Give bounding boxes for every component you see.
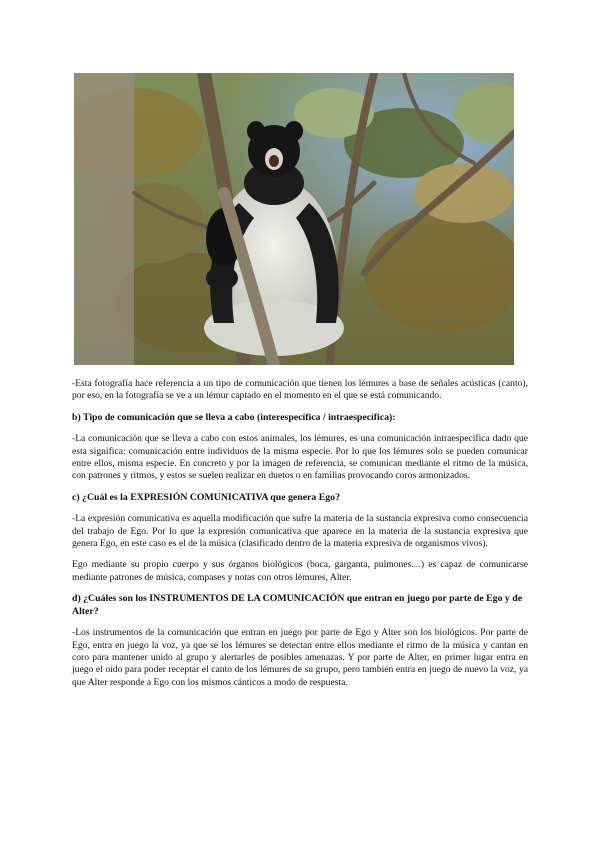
lemur-photo — [74, 73, 514, 365]
section-c-paragraph-1: -La expresión comunicativa es aquella modificación que sufre la materia de la sustancia expresiva como consecuencia del trabajo de Ego. Por lo que la expresión comunicativa que aparece en la materia de la sustancia expresiva que genera Ego, en este caso es el de la música (clasificado dentro de la materia expresiva de organismos vivos). — [72, 513, 528, 550]
document-body — [72, 378, 528, 698]
intro-paragraph: -Esta fotografía hace referencia a un tipo de comunicación que tienen los lémures a base de señales acústicas (canto), por eso, en la fotografía se ve a un lémur captado en el momento en el que se está comunicando. — [72, 378, 528, 402]
section-c-heading: c) ¿Cuál es la EXPRESIÓN COMUNICATIVA que genera Ego? — [72, 491, 340, 503]
section-d-heading: d) ¿Cuáles son los INSTRUMENTOS DE LA COMUNICACIÓN que entran en juego por parte de Ego y de Alter? — [72, 593, 523, 617]
section-b-heading: b) Tipo de comunicación que se lleva a cabo (interespecífica / intraespecífica): — [72, 411, 396, 423]
indri-lemur-icon — [74, 73, 514, 365]
section-d-paragraph: -Los instrumentos de la comunicación que entran en juego por parte de Ego y Alter son los biológicos. Por parte de Ego, entra en juego la voz, ya que se los lémures se detectan entre ellos mediante el ritmo de la música y cantan en coro para mantener unido al grupo y alertarles de posibles amenazas. Y por parte de Alter, en primer lugar entra en juego el oído para poder receptar el canto de los lémures de su grupo, pero también entra en juego de nuevo la voz, ya que Alter responde a Ego con los mismos cánticos a modo de respuesta. — [72, 627, 528, 688]
section-c-paragraph-2: Ego mediante su propio cuerpo y sus órganos biológicos (boca, garganta, pulmones…) es capaz de comunicarse mediante patrones de música, compases y notas con otros lémures, Alter. — [72, 559, 528, 583]
section-b-paragraph: -La comunicación que se lleva a cabo con estos animales, los lémures, es una comunicación intraespecífica dado que esta significa: comunicación entre individuos de la misma especie. Por lo que los lémures solo se pueden comunicar entre ellos, misma especie. En concreto y por la imagen de referencia, se comunican mediante el ritmo de la música, con patrones y ritmos, y estos se suelen realizar en duetos o en familias provocando coros armonizados. — [72, 433, 528, 482]
